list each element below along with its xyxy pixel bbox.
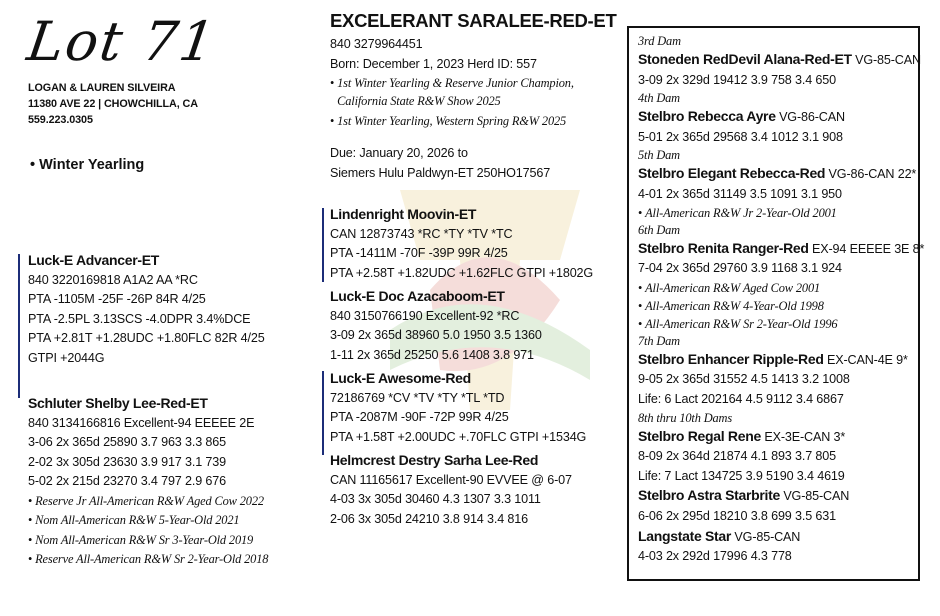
dam-entry-award: • All-American R&W 4-Year-Old 1998 <box>638 297 924 315</box>
dam-entry-lifetime: Life: 7 Lact 134725 3.9 5190 3.4 4619 <box>638 468 845 483</box>
dam-line: 3-06 2x 365d 25890 3.7 963 3.3 865 <box>28 435 226 449</box>
owner-address: 11380 AVE 22 | CHOWCHILLA, CA <box>28 98 198 110</box>
dam-sire-name: Luck-E Awesome-Red <box>330 370 471 386</box>
animal-award: • 1st Winter Yearling & Reserve Junior Champion, California State R&W Show 2025 <box>330 74 602 110</box>
dam-dam-line: 2-06 3x 305d 24210 3.8 914 3.4 816 <box>330 511 528 526</box>
animal-award: • 1st Winter Yearling, Western Spring R&W 2025 <box>330 110 602 132</box>
dam-line: 5-02 2x 215d 23270 3.4 797 2.9 676 <box>28 474 226 488</box>
dam-entry-name: Stelbro Astra Starbrite <box>638 487 780 504</box>
dam-entry-name: Stoneden RedDevil Alana-Red-ET <box>638 51 852 67</box>
dam-award: • Reserve All-American R&W Sr 2-Year-Old 2018 <box>28 550 268 570</box>
dam-entry-record: 7-04 2x 365d 29760 3.9 1168 3.1 924 <box>638 261 842 276</box>
dam-entry-title <box>638 527 924 548</box>
sire-name: Luck-E Advancer-ET <box>28 252 160 268</box>
dam-name: Schluter Shelby Lee-Red-ET <box>28 395 208 411</box>
dam-entry-lifetime: Life: 6 Lact 202164 4.5 9112 3.4 6867 <box>638 391 844 406</box>
dam-entry-record: 3-09 2x 329d 19412 3.9 758 3.4 650 <box>638 72 836 87</box>
sire-sire-line: PTA +2.58T +1.82UDC +1.62FLC GTPI +1802G <box>330 265 594 280</box>
dam-generation-label: 5th Dam <box>638 148 680 163</box>
dam-entry-record: 6-06 2x 295d 18210 3.8 699 3.5 631 <box>638 508 836 523</box>
class-bullet-text: Winter Yearling <box>39 157 145 173</box>
sire-line: PTA -2.5PL 3.13SCS -4.0DPR 3.4%DCE <box>28 311 251 326</box>
sire-sire-line: CAN 12873743 *RC *TY *TV *TC <box>330 226 513 241</box>
sire-dam-line: 1-11 2x 365d 25250 5.6 1408 3.8 971 <box>330 347 534 362</box>
dam-entry-title <box>638 239 924 260</box>
dam-dam-block <box>330 451 572 529</box>
dam-generation-label: 4th Dam <box>638 91 680 106</box>
sire-dam-line: 3-09 2x 365d 38960 5.0 1950 3.5 1360 <box>330 328 542 342</box>
dam-entry-name: Stelbro Renita Ranger-Red <box>638 239 809 256</box>
dam-generation-label: 8th thru 10th Dams <box>638 410 733 425</box>
sire-sire-name: Lindenright Moovin-ET <box>330 206 477 222</box>
dam-generation-label: 6th Dam <box>638 222 680 237</box>
dam-sire-bracket <box>322 371 324 455</box>
sire-block <box>28 251 265 368</box>
dam-entry-name: Stelbro Rebecca Ayre <box>638 108 776 125</box>
dam-entry-class: VG-86-CAN <box>779 110 845 125</box>
dam-entry-title <box>638 164 924 185</box>
dam-entry-record: 5-01 2x 365d 29568 3.4 1012 3.1 908 <box>638 129 843 144</box>
sire-sire-line: PTA -1411M -70F -39P 99R 4/25 <box>330 246 508 260</box>
due-sire: Siemers Hulu Paldwyn-ET 250HO17567 <box>330 165 551 180</box>
dam-line: 2-02 3x 305d 23630 3.9 917 3.1 739 <box>28 454 226 469</box>
dam-entry-name: Stelbro Enhancer Ripple-Red <box>638 350 824 367</box>
dam-sire-line: PTA +1.58T +2.00UDC +.70FLC GTPI +1534G <box>330 429 587 444</box>
lot-title: Lot 71 <box>23 10 221 73</box>
sire-line: GTPI +2044G <box>28 350 105 365</box>
dam-entry-title <box>638 427 924 448</box>
dam-entry-name: Stelbro Regal Rene <box>638 427 761 444</box>
dam-entry-class: EX-3E-CAN 3* <box>764 429 846 444</box>
dam-entry-award: • All-American R&W Aged Cow 2001 <box>638 279 924 297</box>
due-date: Due: January 20, 2026 to <box>330 146 468 160</box>
owner-names: LOGAN & LAUREN SILVEIRA <box>28 82 176 94</box>
dam-entry-title <box>638 50 924 71</box>
dam-entry-record: 4-01 2x 365d 31149 3.5 1091 3.1 950 <box>638 186 842 201</box>
dam-entry-class: EX-94 EEEEE 3E 8* <box>812 241 925 256</box>
dam-entry-class: VG-85-CAN <box>783 489 850 504</box>
dam-dam-line: 4-03 3x 305d 30460 4.3 1307 3.3 1011 <box>330 492 541 506</box>
owner-phone: 559.223.0305 <box>28 114 93 126</box>
dam-sire-line: 72186769 *CV *TV *TY *TL *TD <box>330 390 505 405</box>
due-info <box>330 144 550 183</box>
dam-award: • Reserve Jr All-American R&W Aged Cow 2022 <box>28 492 268 512</box>
dams-list <box>638 33 924 567</box>
dam-entry-record: 4-03 2x 292d 17996 4.3 778 <box>638 549 792 564</box>
class-bullet: • Winter Yearling <box>30 157 145 173</box>
dam-sire-line: PTA -2087M -90F -72P 99R 4/25 <box>330 410 509 424</box>
dam-entry-title <box>638 350 924 371</box>
dam-entry-class: VG-86-CAN 22* <box>828 167 917 182</box>
dam-sire-block <box>330 369 586 447</box>
dam-dam-line: CAN 11165617 Excellent-90 EVVEE @ 6-07 <box>330 472 572 487</box>
sire-line: PTA -1105M -25F -26P 84R 4/25 <box>28 292 206 306</box>
dam-entry-class: EX-CAN-4E 9* <box>826 352 908 367</box>
sire-bracket <box>18 254 20 398</box>
animal-reg: 840 3279964451 <box>330 37 423 51</box>
dam-award: • Nom All-American R&W Sr 3-Year-Old 2019 <box>28 531 268 551</box>
sire-dam-block <box>330 287 542 365</box>
dam-block <box>28 394 268 570</box>
sire-sire-block <box>330 205 593 283</box>
dam-line: 840 3134166816 Excellent-94 EEEEE 2E <box>28 415 255 430</box>
dam-entry-name: Stelbro Elegant Rebecca-Red <box>638 165 826 182</box>
sire-line: PTA +2.81T +1.28UDC +1.80FLC 82R 4/25 <box>28 331 265 345</box>
dam-entry-title <box>638 486 924 507</box>
dam-entry-record: 9-05 2x 365d 31552 4.5 1413 3.2 1008 <box>638 372 850 387</box>
sire-dam-name: Luck-E Doc Azacaboom-ET <box>330 288 505 304</box>
sire-sire-bracket <box>322 208 324 282</box>
dam-entry-class: VG-85-CAN <box>734 529 801 544</box>
dam-entry-class: VG-85-CAN <box>855 53 921 67</box>
owner-block <box>28 80 198 128</box>
animal-name: EXCELERANT SARALEE-RED-ET <box>330 10 617 31</box>
sire-line: 840 3220169818 A1A2 AA *RC <box>28 272 198 287</box>
dam-entry-title <box>638 107 924 128</box>
dam-generation-label: 3rd Dam <box>638 34 681 48</box>
dam-generation-label: 7th Dam <box>638 333 680 348</box>
dam-dam-name: Helmcrest Destry Sarha Lee-Red <box>330 452 539 468</box>
animal-info <box>330 35 602 132</box>
animal-born-herd: Born: December 1, 2023 Herd ID: 557 <box>330 56 537 71</box>
sire-dam-line: 840 3150766190 Excellent-92 *RC <box>330 308 520 323</box>
dam-entry-name: Langstate Star <box>638 527 732 544</box>
dam-entry-award: • All-American R&W Jr 2-Year-Old 2001 <box>638 205 924 222</box>
dam-entry-award: • All-American R&W Sr 2-Year-Old 1996 <box>638 315 924 333</box>
dam-entry-record: 8-09 2x 364d 21874 4.1 893 3.7 805 <box>638 449 836 464</box>
dam-award: • Nom All-American R&W 5-Year-Old 2021 <box>28 511 268 531</box>
